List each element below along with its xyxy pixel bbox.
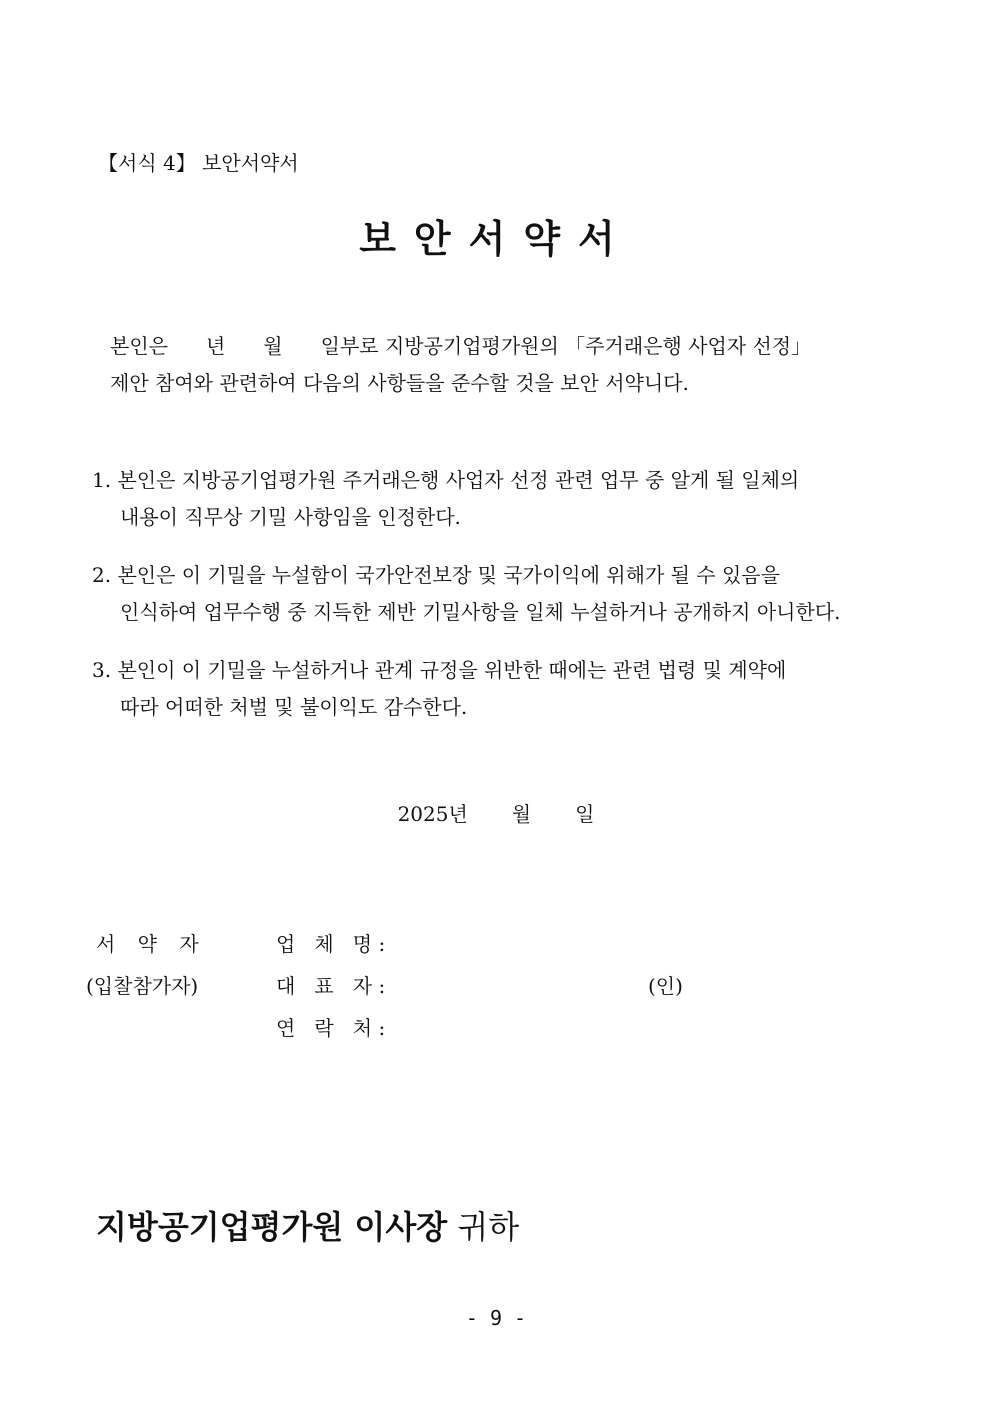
signer-sublabel: (입찰참가자)	[86, 974, 199, 998]
clause-text: 2. 본인은 이 기밀을 누설함이 국가안전보장 및 국가이익에 위해가 될 수 있음을	[92, 563, 780, 587]
intro-year: 년	[205, 334, 226, 358]
intro-text: 본인은	[110, 334, 168, 358]
intro-month: 월	[263, 334, 283, 358]
clause-text: 따라 어떠한 처벌 및 불이익도 감수한다.	[120, 695, 468, 719]
intro-line-1	[110, 328, 811, 365]
clause-text: 3. 본인이 이 기밀을 누설하거나 관계 규정을 위반한 때에는 관련 법령 및 계약에	[92, 658, 787, 682]
date-month: 월	[511, 802, 532, 826]
form-label: 【서식 4】 보안서약서	[98, 151, 299, 175]
recipient	[96, 1202, 519, 1248]
seal-mark: (인)	[648, 974, 683, 998]
intro-line-2: 제안 참여와 관련하여 다음의 사항들을 준수할 것을 보안 서약니다.	[110, 371, 689, 395]
date-line	[0, 798, 992, 827]
date-day: 일	[575, 802, 595, 826]
representative-field: 대 표 자 :	[276, 974, 386, 998]
signer-label: 서 약 자	[96, 932, 207, 956]
recipient-org: 지방공기업평가원 이사장	[96, 1208, 448, 1246]
contact-field: 연 락 처 :	[276, 1016, 386, 1040]
clause-text: 인식하여 업무수행 중 지득한 제반 기밀사항을 일체 누설하거나 공개하지 아니한다.	[120, 600, 841, 624]
clause-1	[92, 462, 799, 536]
page-number: - 9 -	[465, 1306, 527, 1330]
clause-3	[92, 652, 786, 726]
clause-text: 1. 본인은 지방공기업평가원 주거래은행 사업자 선정 관련 업무 중 알게 될 일체의	[92, 468, 800, 492]
clause-2	[92, 557, 840, 631]
company-name-field: 업 체 명 :	[276, 932, 386, 956]
intro-paragraph	[110, 328, 811, 402]
document-title: 보안서약서	[359, 216, 633, 261]
intro-text: 일부로 지방공기업평가원의 「주거래은행 사업자 선정」	[320, 334, 812, 358]
date-year: 2025년	[397, 802, 468, 826]
recipient-suffix: 귀하	[457, 1208, 520, 1246]
clause-text: 내용이 직무상 기밀 사항임을 인정한다.	[120, 505, 461, 529]
